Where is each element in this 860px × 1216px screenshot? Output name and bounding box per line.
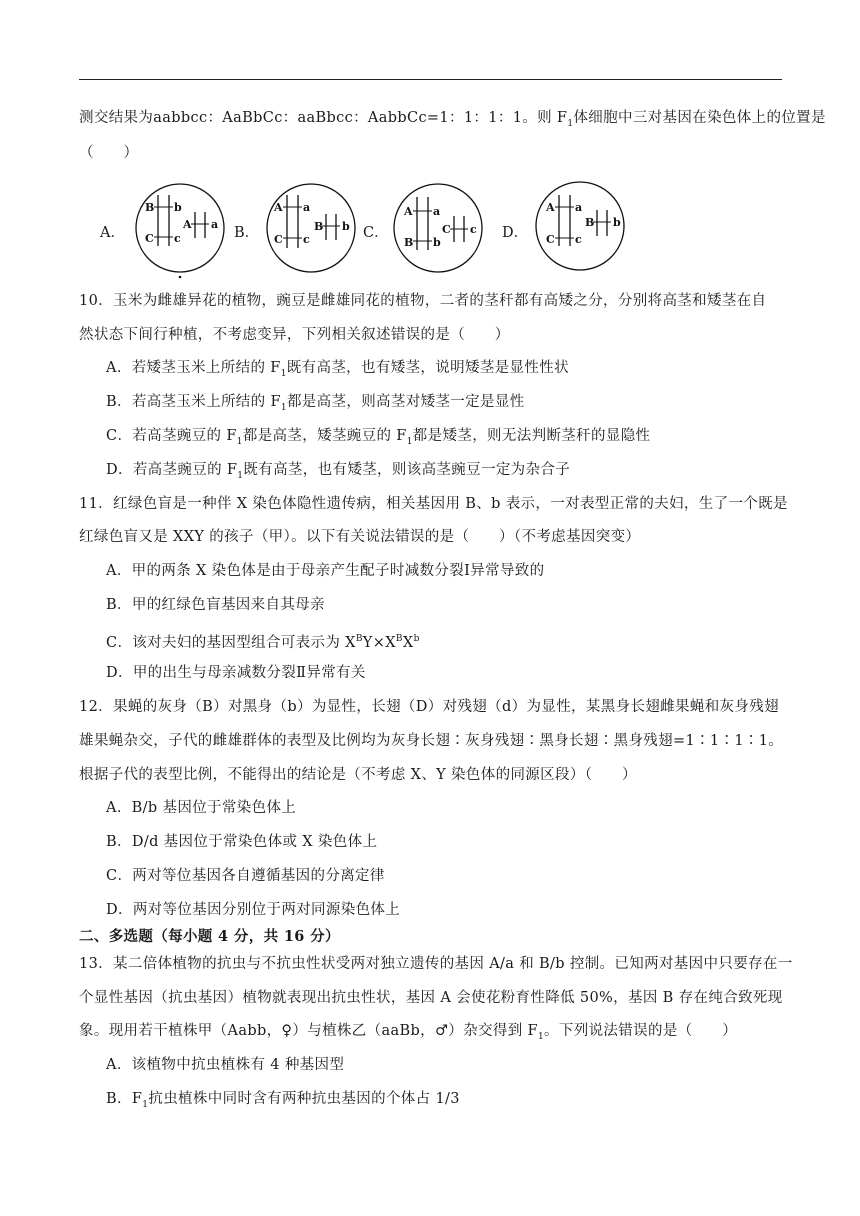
q10-option-c[interactable]: C．若高茎豌豆的 $F_1$都是高茎，矮茎豌豆的 $F_1$都是矮茎，则无法判断茎秆的显隐性 bbox=[106, 428, 651, 447]
gene-label: C bbox=[442, 223, 451, 236]
q13-stem-line2: 个显性基因（抗虫基因）植物就表现出抗虫性状，基因 A 会使花粉育性降低 50%，基因 B 存在纯合致死现 bbox=[79, 990, 783, 1006]
gene-label: c bbox=[174, 232, 181, 245]
q9-options-diagrams bbox=[0, 180, 860, 280]
gene-label: c bbox=[575, 233, 582, 246]
q9-option-b-label[interactable]: B． bbox=[234, 225, 260, 241]
gene-label: B bbox=[404, 236, 414, 249]
q9-option-a-cell bbox=[132, 180, 228, 280]
q11-stem-line2: 红绿色盲又是 XXY 的孩子（甲）。以下有关说法错误的是（ ）（不考虑基因突变） bbox=[79, 529, 641, 545]
q12-option-d[interactable]: D．两对等位基因分别位于两对同源染色体上 bbox=[106, 902, 401, 918]
gene-label: A bbox=[183, 218, 192, 231]
q13-stem-line1: 13．某二倍体植物的抗虫与不抗虫性状受两对独立遗传的基因 A/a 和 B/b 控制。已知两对基因中只要存在一 bbox=[79, 956, 793, 972]
gene-label: a bbox=[433, 205, 441, 218]
q9-option-c-label[interactable]: C． bbox=[363, 225, 389, 241]
q12-stem-line3: 根据子代的表型比例，不能得出的结论是（不考虑 X、Y 染色体的同源区段）（ ） bbox=[79, 767, 637, 783]
q12-option-b[interactable]: B．D/d 基因位于常染色体或 X 染色体上 bbox=[106, 834, 378, 850]
section-title-multiple-choice: 二、多选题（每小题 4 分，共 16 分） bbox=[79, 928, 340, 945]
q12-stem-line1: 12．果蝇的灰身（B）对黑身（b）为显性，长翅（D）对残翅（d）为显性，某黑身长翅雌果蝇和灰身残翅 bbox=[79, 699, 779, 715]
gene-label: B bbox=[314, 220, 324, 233]
q10-option-d[interactable]: D．若高茎豌豆的 $F_1$既有高茎，也有矮茎，则该高茎豌豆一定为杂合子 bbox=[106, 462, 571, 481]
q13-stem-line3: 象。现用若干植株甲（Aabb，♀）与植株乙（aaBb，♂）杂交得到 $F_1$。下列说法错误的是（ ） bbox=[79, 1023, 738, 1042]
q9-stem-line2: （ ） bbox=[79, 145, 139, 161]
gene-label: b bbox=[342, 220, 350, 233]
gene-label: A bbox=[274, 201, 283, 214]
gene-label: b bbox=[613, 216, 621, 229]
q9-option-b-cell bbox=[263, 180, 359, 280]
q13-option-a[interactable]: A．该植物中抗虫植株有 4 种基因型 bbox=[106, 1057, 345, 1073]
q11-option-d[interactable]: D．甲的出生与母亲减数分裂Ⅱ异常有关 bbox=[106, 665, 366, 681]
gene-label: C bbox=[145, 232, 154, 245]
q10-option-a[interactable]: A．若矮茎玉米上所结的 $F_1$既有高茎，也有矮茎，说明矮茎是显性性状 bbox=[106, 360, 569, 379]
q11-option-c[interactable]: C．该对夫妇的基因型组合可表示为 $X^BY\times X^BX^b$ bbox=[106, 634, 420, 651]
gene-label: a bbox=[211, 218, 219, 231]
gene-label: c bbox=[303, 233, 310, 246]
gene-label: b bbox=[174, 201, 182, 214]
gene-label: a bbox=[303, 201, 311, 214]
gene-label: A bbox=[546, 201, 555, 214]
q9-option-c-cell bbox=[390, 180, 486, 280]
q12-stem-line2: 雄果蝇杂交，子代的雌雄群体的表型及比例均为灰身长翅∶灰身残翅∶黑身长翅∶黑身残翅=1∶1∶1∶1。 bbox=[79, 733, 784, 749]
q10-option-b[interactable]: B．若高茎玉米上所结的 $F_1$都是高茎，则高茎对矮茎一定是显性 bbox=[106, 394, 525, 413]
q11-stem-line1: 11．红绿色盲是一种伴 X 染色体隐性遗传病，相关基因用 B、b 表示，一对表型正常的夫妇，生了一个既是 bbox=[79, 496, 788, 512]
q12-option-a[interactable]: A．B/b 基因位于常染色体上 bbox=[106, 800, 297, 816]
q10-stem-line1: 10．玉米为雌雄异花的植物，豌豆是雌雄同花的植物，二者的茎秆都有高矮之分，分别将高茎和矮茎在自 bbox=[79, 293, 767, 309]
gene-label: b bbox=[433, 236, 441, 249]
gene-label: A bbox=[404, 205, 413, 218]
q13-option-b[interactable]: B．$F_1$抗虫植株中同时含有两种抗虫基因的个体占 1/3 bbox=[106, 1091, 460, 1110]
q9-option-d-cell bbox=[532, 180, 628, 280]
gene-label: C bbox=[546, 233, 555, 246]
q11-option-b[interactable]: B．甲的红绿色盲基因来自其母亲 bbox=[106, 597, 325, 613]
q12-option-c[interactable]: C．两对等位基因各自遵循基因的分离定律 bbox=[106, 868, 385, 884]
header-rule bbox=[79, 79, 782, 80]
gene-label: B bbox=[585, 216, 595, 229]
gene-label: C bbox=[274, 233, 283, 246]
q10-stem-line2: 然状态下间行种植，不考虑变异，下列相关叙述错误的是（ ） bbox=[79, 327, 510, 343]
gene-label: a bbox=[575, 201, 583, 214]
q9-stem-line1: 测交结果为aabbcc：AaBbCc：aaBbcc：AabbCc=1：1：1：1。则 $F_1$体细胞中三对基因在染色体上的位置是 bbox=[79, 110, 826, 129]
q9-option-d-label[interactable]: D． bbox=[502, 225, 529, 241]
gene-label: c bbox=[470, 223, 477, 236]
gene-label: B bbox=[145, 201, 155, 214]
q9-option-a-label[interactable]: A． bbox=[100, 225, 125, 241]
q11-option-a[interactable]: A．甲的两条 X 染色体是由于母亲产生配子时减数分裂Ⅰ异常导致的 bbox=[106, 563, 545, 579]
